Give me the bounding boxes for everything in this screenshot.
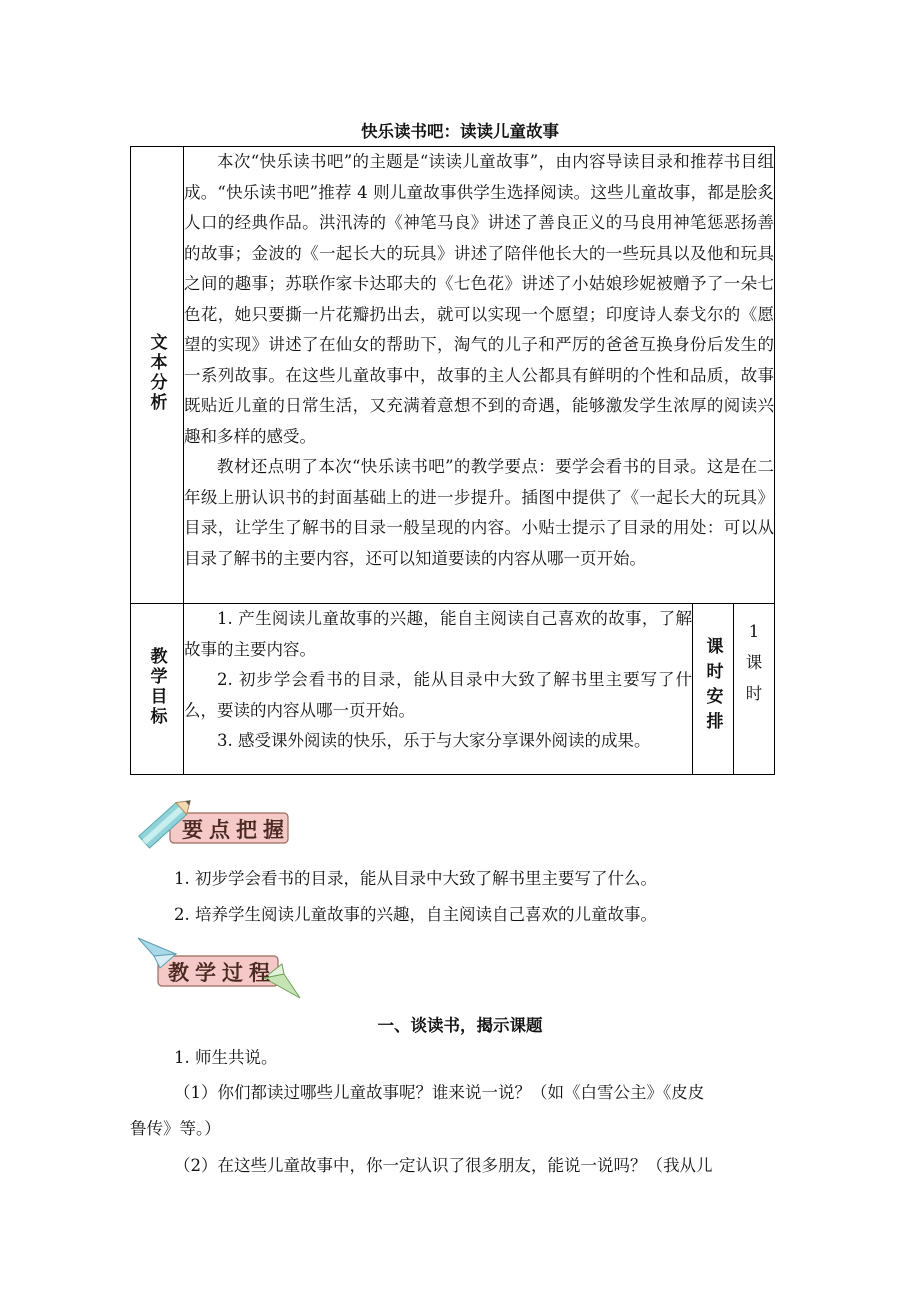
- section-heading: 一、谈读书，揭示课题: [377, 1016, 543, 1035]
- schedule-value-cell: [734, 604, 775, 775]
- key-points-banner: [134, 796, 304, 854]
- teaching-goals-row: [131, 604, 775, 775]
- key-points-banner-text: 要点把握: [182, 818, 290, 842]
- process-banner-text: 教学过程: [168, 961, 276, 985]
- teaching-goal-3: 3. 感受课外阅读的快乐，乐于与大家分享课外阅读的成果。: [217, 731, 651, 750]
- key-point-2: 2. 培养学生阅读儿童故事的兴趣，自主阅读自己喜欢的儿童故事。: [174, 905, 657, 924]
- schedule-label-cell: [693, 604, 734, 775]
- text-analysis-content: [184, 147, 775, 604]
- process-banner: [136, 934, 306, 1000]
- text-analysis-label-cell: [131, 147, 184, 604]
- schedule-value-unit-1: 课: [745, 653, 763, 672]
- teaching-goal-2: 2. 初步学会看书的目录，能从目录中大致了解书里主要写了什么，要读的内容从哪一页开始。: [184, 670, 692, 720]
- page-title: 快乐读书吧：读读儿童故事: [361, 122, 559, 141]
- teaching-goal-1: 1. 产生阅读儿童故事的兴趣，能自主阅读自己喜欢的故事，了解故事的主要内容。: [184, 609, 692, 659]
- schedule-value-number: 1: [748, 622, 760, 641]
- schedule-label: 课时安排: [702, 636, 723, 737]
- text-analysis-paragraph-2: 教材还点明了本次“快乐读书吧”的教学要点：要学会看书的目录。这是在二年级上册认识书的封面基础上的进一步提升。插图中提供了《一起长大的玩具》目录，让学生了解书的目录一般呈现的内容。小贴士提示了目录的用处：可以从目录了解书的主要内容，还可以知道要读的内容从哪一页开始。: [184, 457, 774, 568]
- text-analysis-label: 文本分析: [146, 333, 167, 413]
- text-analysis-row: [131, 147, 775, 604]
- text-analysis-paragraph-1: 本次“快乐读书吧”的主题是“读读儿童故事”，由内容导读目录和推荐书目组成。“快乐读书吧”推荐 4 则儿童故事供学生选择阅读。这些儿童故事，都是脍炙人口的经典作品。洪汛涛的《神笔马良》讲述了善良正义的马良用神笔惩恶扬善的故事；金波的《一起长大的玩具》讲述了陪伴他长大的一些玩具以及他和玩具之间的趣事；苏联作家卡达耶夫的《七色花》讲述了小姑娘珍妮被赠予了一朵七色花，她只要撕一片花瓣扔出去，就可以实现一个愿望；印度诗人泰戈尔的《愿望的实现》讲述了在仙女的帮助下，淘气的儿子和严厉的爸爸互换身份后发生的一系列故事。在这些儿童故事中，故事的主人公都具有鲜明的个性和品质，故事既贴近儿童的日常生活，又充满着意想不到的奇遇，能够激发学生浓厚的阅读兴趣和多样的感受。: [184, 152, 774, 446]
- teaching-goals-label: 教学目标: [146, 647, 167, 727]
- question-1-line-1: （1）你们都读过哪些儿童故事呢？谁来说一说？（如《白雪公主》《皮皮: [174, 1083, 705, 1102]
- teaching-goals-label-cell: [131, 604, 184, 775]
- lesson-table: [130, 146, 775, 775]
- step-1: 1. 师生共说。: [174, 1048, 278, 1067]
- schedule-value-unit-2: 时: [745, 684, 763, 703]
- question-1-line-2: 鲁传》等。）: [130, 1119, 221, 1138]
- teaching-goals-content: [184, 604, 693, 775]
- key-point-1: 1. 初步学会看书的目录，能从目录中大致了解书里主要写了什么。: [174, 869, 657, 888]
- question-2-line-1: （2）在这些儿童故事中，你一定认识了很多朋友，能说一说吗？（我从儿: [174, 1156, 713, 1175]
